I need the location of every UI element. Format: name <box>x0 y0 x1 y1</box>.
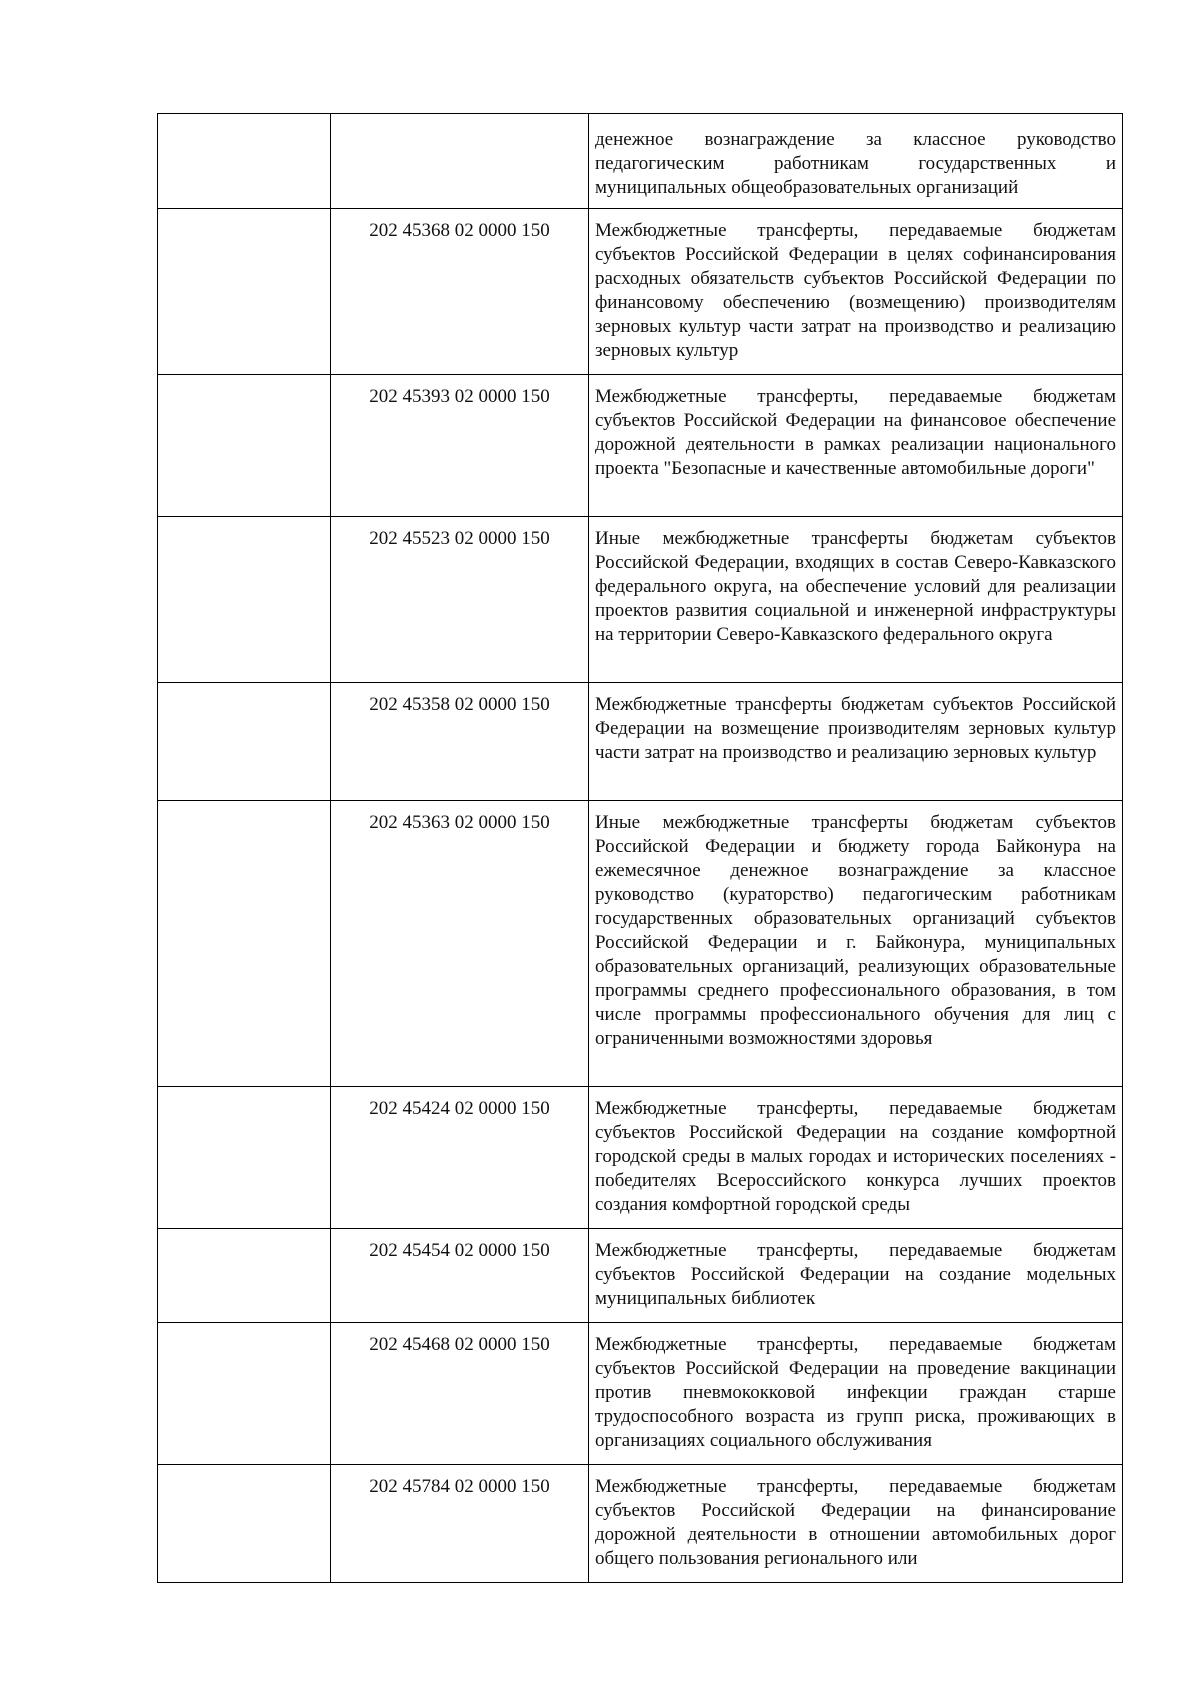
budget-code-cell: 202 45363 02 0000 150 <box>331 801 589 1087</box>
description-cell <box>589 1465 1123 1583</box>
description-cell <box>589 1323 1123 1465</box>
description-text: денежное вознаграждение за классное руководство педагогическим работникам государственных и муниципальных общеобразовательных организаций <box>595 129 1116 198</box>
table-row <box>158 683 1123 801</box>
table-row <box>158 1229 1123 1323</box>
admin-code-cell <box>158 517 331 683</box>
description-text: Межбюджетные трансферты, передаваемые бюджетам субъектов Российской Федерации на создание модельных муниципальных библиотек <box>595 1240 1116 1309</box>
budget-code-cell: 202 45368 02 0000 150 <box>331 209 589 375</box>
admin-code-cell <box>158 114 331 209</box>
budget-code-cell: 202 45424 02 0000 150 <box>331 1087 589 1229</box>
admin-code-cell <box>158 1323 331 1465</box>
description-text: Межбюджетные трансферты, передаваемые бюджетам субъектов Российской Федерации на финансовое обеспечение дорожной деятельности в рамках реализации национального проекта "Безопасные и качественные автомобильные дороги" <box>595 386 1116 479</box>
admin-code-cell <box>158 209 331 375</box>
description-text: Межбюджетные трансферты, передаваемые бюджетам субъектов Российской Федерации на проведение вакцинации против пневмококковой инфекции граждан старше трудоспособного возраста из групп риска, проживающих в организациях социального обслуживания <box>595 1334 1116 1451</box>
budget-codes-table <box>157 113 1123 1583</box>
description-cell <box>589 1229 1123 1323</box>
description-cell <box>589 375 1123 517</box>
table-row <box>158 801 1123 1087</box>
admin-code-cell <box>158 1087 331 1229</box>
table-row <box>158 209 1123 375</box>
admin-code-cell <box>158 1465 331 1583</box>
table-row <box>158 114 1123 209</box>
table-row <box>158 517 1123 683</box>
description-text: Иные межбюджетные трансферты бюджетам субъектов Российской Федерации, входящих в состав Северо-Кавказского федерального округа, на обеспечение условий для реализации проектов развития социальной и инженерной инфраструктуры на территории Северо-Кавказского федерального округа <box>595 528 1116 645</box>
description-text: Межбюджетные трансферты, передаваемые бюджетам субъектов Российской Федерации в целях софинансирования расходных обязательств субъектов Российской Федерации по финансовому обеспечению (возмещению) производителям зерновых культур части затрат на производство и реализацию зерновых культур <box>595 220 1116 361</box>
description-text: Иные межбюджетные трансферты бюджетам субъектов Российской Федерации и бюджету города Байконура на ежемесячное денежное вознаграждение за классное руководство (кураторство) педагогическим работникам государственных образовательных организаций субъектов Российской Федерации и г. Байконура, муниципальных образовательных организаций, реализующих образовательные программы среднего профессионального образования, в том числе программы профессионального обучения для лиц с ограниченными возможностями здоровья <box>595 812 1116 1049</box>
admin-code-cell <box>158 683 331 801</box>
table-row <box>158 1323 1123 1465</box>
budget-code-cell: 202 45468 02 0000 150 <box>331 1323 589 1465</box>
description-text: Межбюджетные трансферты бюджетам субъектов Российской Федерации на возмещение производителям зерновых культур части затрат на производство и реализацию зерновых культур <box>595 694 1116 763</box>
description-cell <box>589 1087 1123 1229</box>
description-cell <box>589 114 1123 209</box>
budget-code-cell: 202 45358 02 0000 150 <box>331 683 589 801</box>
admin-code-cell <box>158 801 331 1087</box>
budget-code-cell <box>331 114 589 209</box>
admin-code-cell <box>158 1229 331 1323</box>
budget-code-cell: 202 45454 02 0000 150 <box>331 1229 589 1323</box>
table-row <box>158 1465 1123 1583</box>
table-row <box>158 375 1123 517</box>
budget-code-cell: 202 45393 02 0000 150 <box>331 375 589 517</box>
description-cell <box>589 517 1123 683</box>
budget-code-cell: 202 45784 02 0000 150 <box>331 1465 589 1583</box>
description-text: Межбюджетные трансферты, передаваемые бюджетам субъектов Российской Федерации на создание комфортной городской среды в малых городах и исторических поселениях - победителях Всероссийского конкурса лучших проектов создания комфортной городской среды <box>595 1098 1116 1215</box>
description-cell <box>589 683 1123 801</box>
admin-code-cell <box>158 375 331 517</box>
description-cell <box>589 209 1123 375</box>
description-cell <box>589 801 1123 1087</box>
table-row <box>158 1087 1123 1229</box>
budget-code-cell: 202 45523 02 0000 150 <box>331 517 589 683</box>
description-text: Межбюджетные трансферты, передаваемые бюджетам субъектов Российской Федерации на финансирование дорожной деятельности в отношении автомобильных дорог общего пользования регионального или <box>595 1476 1116 1569</box>
